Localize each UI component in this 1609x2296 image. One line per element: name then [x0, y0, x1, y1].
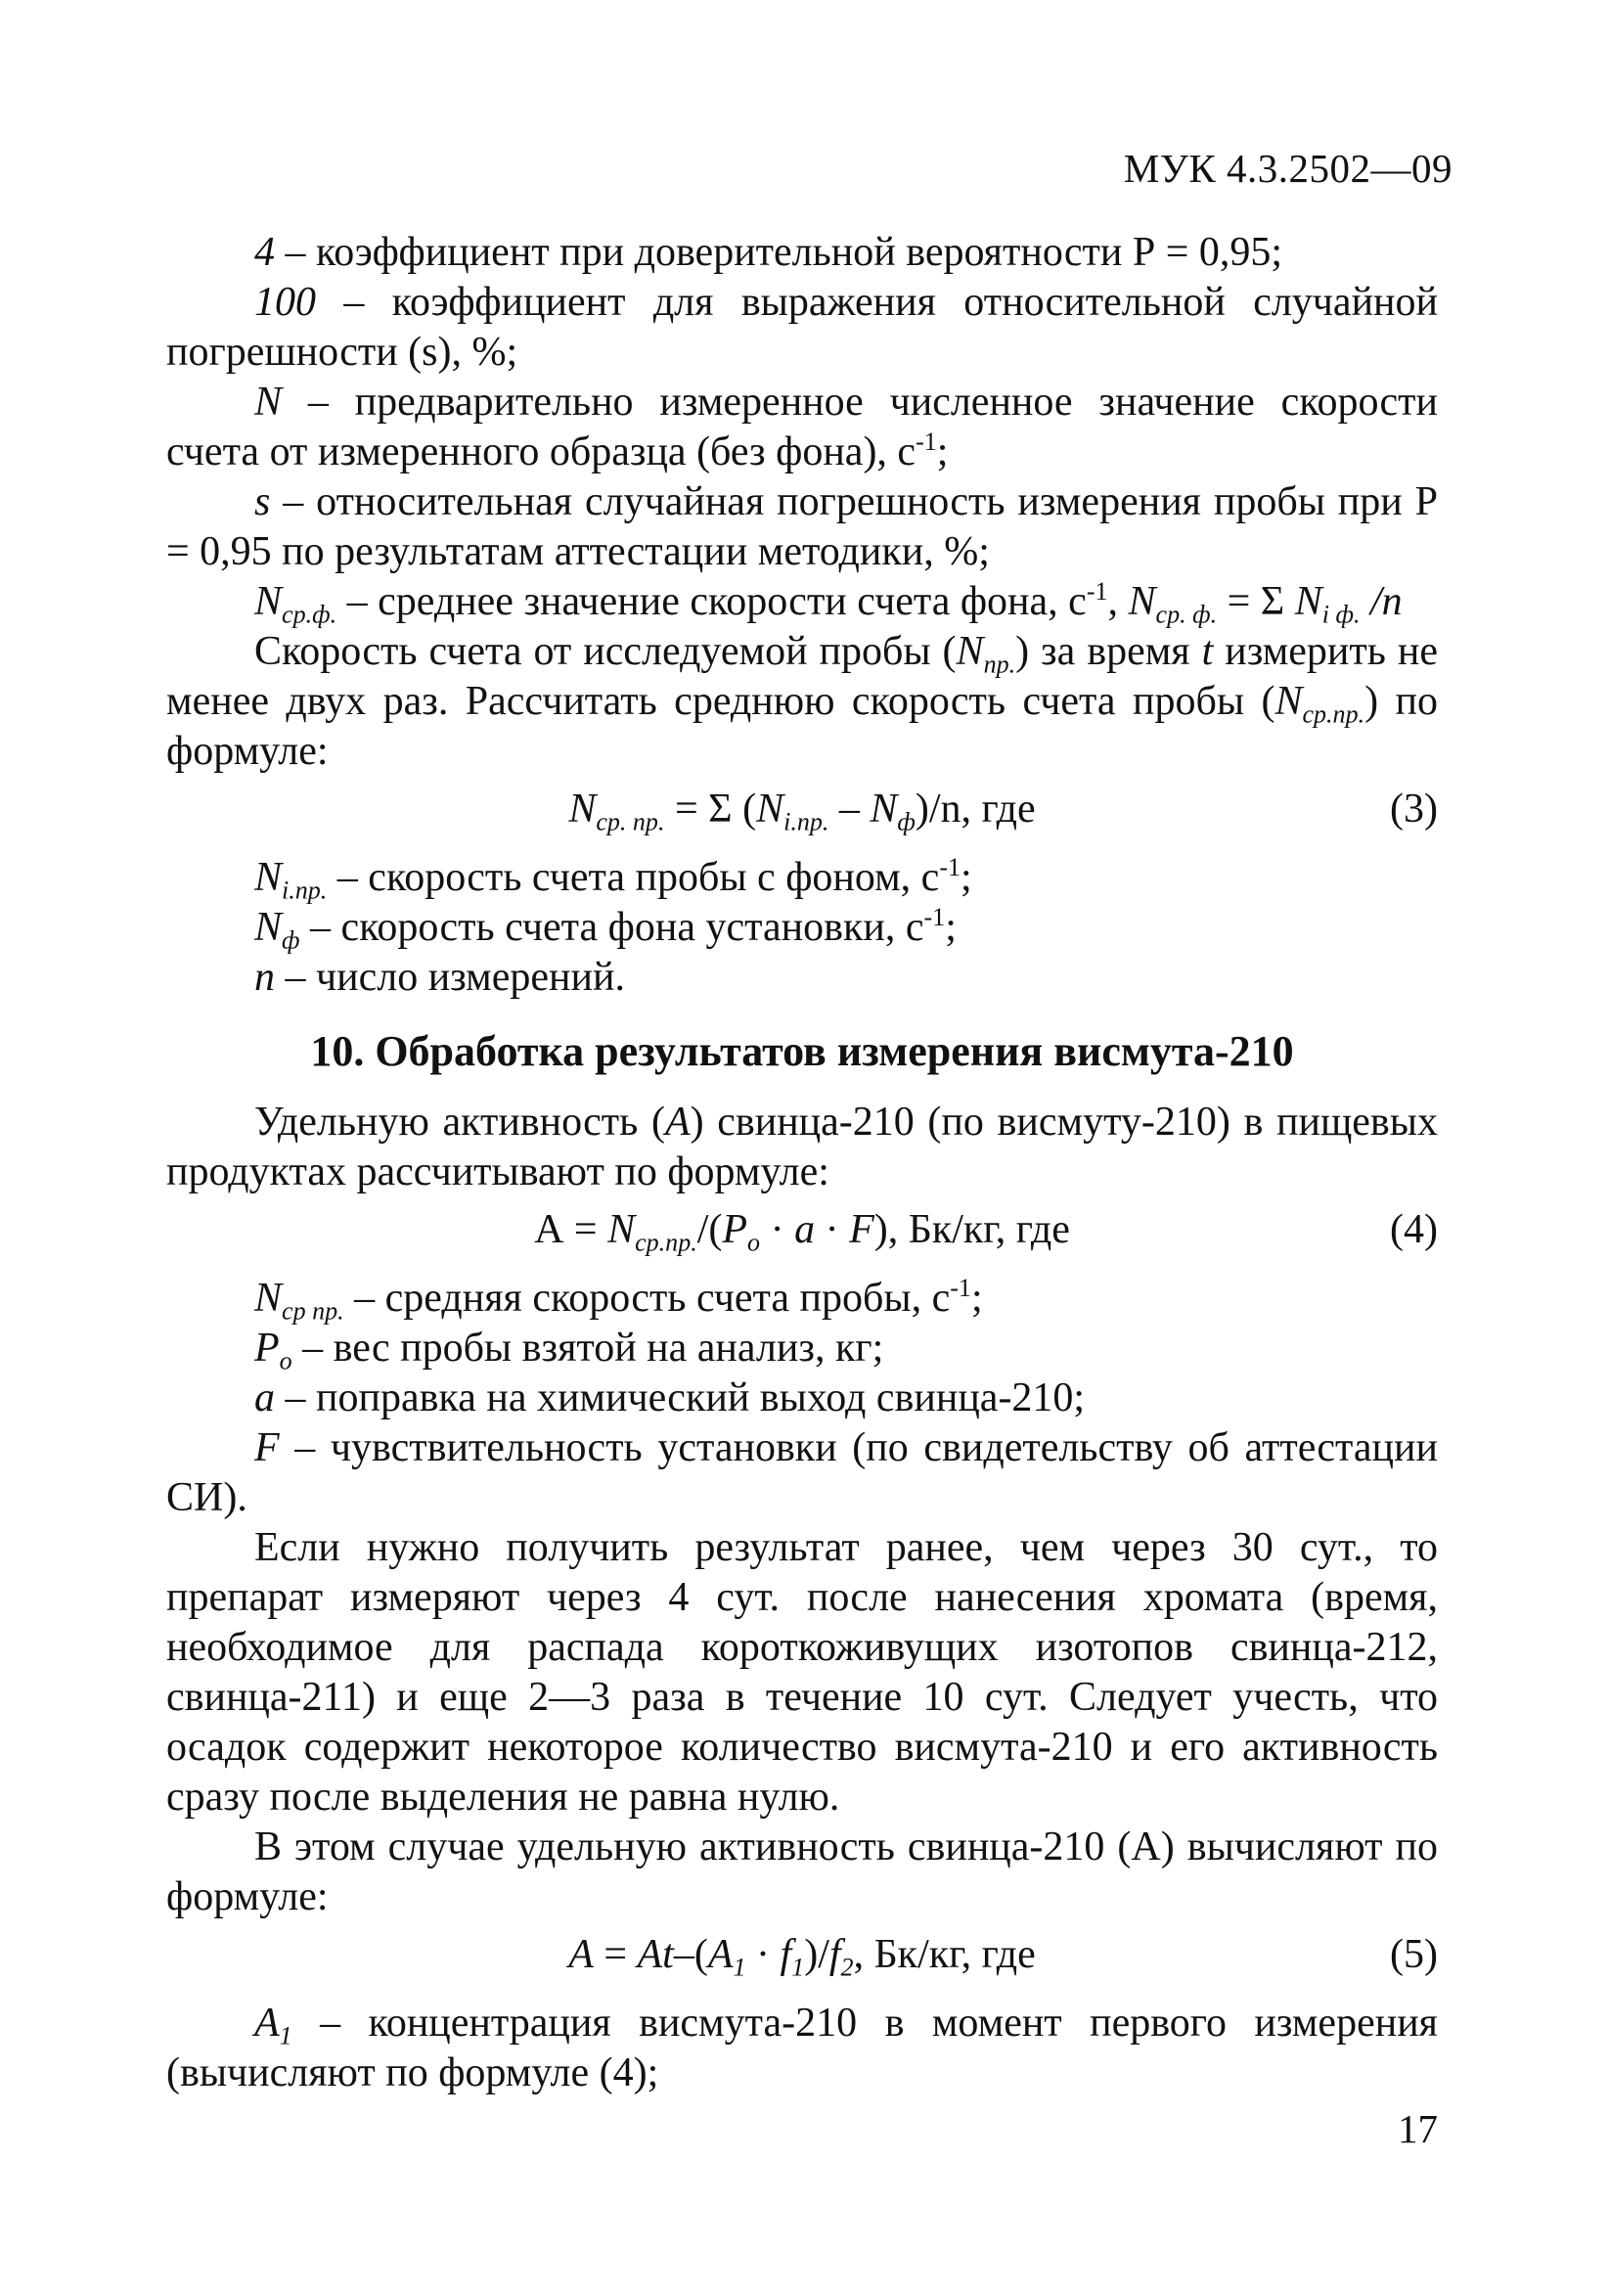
definition-n-background	[166, 577, 1438, 627]
definition-text: – средняя скорость счета пробы, с	[343, 1276, 951, 1321]
running-header: МУК 4.3.2502—09	[1123, 146, 1453, 191]
symbol: а	[794, 1207, 816, 1252]
formula-expression	[166, 1205, 1438, 1255]
text-run: ), Бк/кг, где	[873, 1207, 1070, 1252]
superscript: -1	[916, 427, 937, 456]
definition-n-background-rate	[166, 903, 1438, 953]
symbol: n	[254, 955, 275, 1000]
symbol: N	[254, 855, 283, 900]
definition-coefficient-4	[166, 228, 1438, 278]
separator: ,	[1107, 579, 1129, 624]
formula-4	[166, 1205, 1438, 1268]
symbol: N	[607, 1207, 636, 1252]
superscript: -1	[939, 852, 961, 881]
definition-n-i-sample	[166, 853, 1438, 903]
superscript: -1	[950, 1273, 971, 1302]
definition-a1-concentration	[166, 1999, 1438, 2098]
definition-n-mean-sample	[166, 1274, 1438, 1324]
subscript: o	[747, 1228, 761, 1257]
definition-text: – среднее значение скорости счета фона, с	[336, 579, 1087, 624]
symbol: P	[722, 1207, 748, 1252]
subscript: ср. ф.	[1155, 600, 1218, 629]
punctuation: ;	[970, 1276, 983, 1321]
symbol: N	[568, 787, 597, 832]
subscript: i.пр.	[282, 876, 328, 905]
text-run: ) по формуле:	[166, 679, 1439, 774]
superscript: -1	[1086, 576, 1108, 606]
text-run: ) за время	[1015, 629, 1202, 674]
symbol: N	[756, 787, 784, 832]
subscript: ф	[897, 807, 916, 836]
subscript: 1	[733, 1953, 746, 1982]
text-run: Удельную активность (	[254, 1100, 665, 1145]
formula-number: (3)	[1390, 787, 1438, 832]
subscript: o	[279, 1346, 292, 1375]
definition-text: – коэффициент при доверительной вероятности Р = 0,95;	[275, 230, 1283, 275]
paragraph-specific-activity	[166, 1098, 1438, 1197]
symbol: P	[254, 1326, 280, 1371]
definition-f-sensitivity	[166, 1423, 1438, 1523]
text-run: измерить не менее двух раз. Рассчитать среднюю скорость счета пробы (	[166, 629, 1438, 724]
symbol: N	[254, 380, 283, 425]
symbol: F	[254, 1425, 280, 1470]
definition-s	[166, 477, 1438, 577]
subscript: ср пр.	[282, 1296, 344, 1326]
definition-n	[166, 378, 1438, 477]
subscript: i ф.	[1321, 600, 1361, 629]
symbol: N	[254, 1276, 283, 1321]
text-run: ) свинца-210 (по висмуту-210) в пищевых продуктах рассчитывают по формуле:	[166, 1100, 1438, 1194]
definition-text: – относительная случайная погрешность измерения пробы при Р = 0,95 по результатам аттестации методики, %;	[166, 479, 1438, 574]
text-run: –	[828, 787, 871, 832]
paragraph-case-formula: В этом случае удельную активность свинца-210 (А) вычисляют по формуле:	[166, 1824, 1438, 1919]
subscript: 1	[279, 2021, 292, 2050]
symbol: f	[828, 1932, 841, 1977]
text-run: ·	[815, 1207, 850, 1252]
symbol: N	[1294, 579, 1322, 624]
formula-5	[166, 1930, 1438, 1993]
superscript: -1	[923, 902, 946, 931]
formula-expression	[166, 1930, 1438, 1980]
formula-number: (4)	[1390, 1207, 1438, 1252]
formula-number: (5)	[1390, 1932, 1438, 1977]
symbol: f	[780, 1932, 792, 1977]
text-run: ·	[760, 1207, 795, 1252]
subscript: ср. пр.	[596, 807, 665, 836]
punctuation: ;	[961, 855, 972, 900]
paragraph-early-result: Если нужно получить результат ранее, чем через 30 сут., то препарат измеряют через 4 сут. после нанесения хромата (время, необходимое для распада короткоживущих изотопов свинца-212, свинца-211) и еще 2—3 раза в течение 10 сут. Следует учесть, что осадок содержит некоторое количество висмута-210 и его активность сразу после выделения не равна нулю.	[166, 1525, 1438, 1820]
definition-a-correction	[166, 1373, 1438, 1423]
formula-3	[166, 785, 1438, 847]
section-heading: 10. Обработка результатов измерения висмута-210	[310, 1027, 1294, 1075]
symbol: А	[568, 1932, 594, 1977]
symbol: s	[254, 479, 271, 524]
symbol: N	[1274, 679, 1303, 724]
definition-p-weight	[166, 1324, 1438, 1373]
symbol: N	[956, 629, 984, 674]
definition-text: – чувствительность установки (по свидетельству об аттестации СИ).	[166, 1425, 1438, 1520]
text-run: )/	[804, 1932, 829, 1977]
formula-expression	[166, 785, 1438, 834]
subscript: ф	[282, 925, 300, 955]
text-run: =	[593, 1932, 638, 1977]
subscript: пр.	[983, 650, 1016, 679]
symbol: А	[664, 1100, 691, 1145]
body-text	[166, 228, 1438, 2098]
symbol: а	[254, 1375, 275, 1420]
punctuation: ;	[936, 429, 949, 474]
text-run: = Σ (	[664, 787, 757, 832]
subscript: 2	[840, 1953, 854, 1982]
definition-n-count	[166, 953, 1438, 1003]
subscript: i.пр.	[783, 807, 829, 836]
definition-text: – концентрация висмута-210 в момент первого измерения (вычисляют по формуле (4);	[166, 2001, 1438, 2095]
paragraph-count-rate	[166, 627, 1438, 777]
symbol: F	[849, 1207, 874, 1252]
symbol: N	[254, 905, 283, 950]
symbol: N	[870, 787, 898, 832]
equals-sum: = Σ	[1217, 579, 1295, 624]
punctuation: ;	[945, 905, 957, 950]
subscript: ср.пр.	[1302, 699, 1365, 729]
symbol: t	[1201, 629, 1214, 674]
definition-text: – предварительно измеренное численное значение скорости счета от измеренного образца (без фона), с	[166, 380, 1438, 474]
text-run: /(	[696, 1207, 723, 1252]
symbol: 100	[254, 280, 316, 325]
definition-text: – коэффициент для выражения относительной случайной погрешности (s), %;	[166, 280, 1438, 375]
definition-text: – вес пробы взятой на анализ, кг;	[291, 1326, 884, 1371]
symbol: A	[707, 1932, 734, 1977]
text-run: )/n, где	[915, 787, 1036, 832]
text-run: Скорость счета от исследуемой пробы (	[254, 629, 957, 674]
definition-coefficient-100	[166, 278, 1438, 378]
symbol: N	[254, 579, 283, 624]
text-run: –(	[673, 1932, 708, 1977]
definition-text: – число измерений.	[275, 955, 625, 1000]
page-number: 17	[1398, 2106, 1438, 2151]
formula-tail: /n	[1360, 579, 1403, 624]
symbol: N	[1128, 579, 1156, 624]
subscript: 1	[791, 1953, 805, 1982]
subscript: ср.пр.	[635, 1228, 697, 1257]
definition-text: – поправка на химический выход свинца-210;	[275, 1375, 1086, 1420]
symbol: 4	[254, 230, 275, 275]
text-run: , Бк/кг, где	[853, 1932, 1036, 1977]
definition-text: – скорость счета фона установки, с	[299, 905, 924, 950]
symbol: A	[254, 2001, 280, 2046]
text-run: А =	[534, 1207, 608, 1252]
symbol: At	[637, 1932, 674, 1977]
text-run: ·	[745, 1932, 781, 1977]
subscript: ср.ф.	[282, 600, 337, 629]
definition-text: – скорость счета пробы с фоном, с	[327, 855, 940, 900]
